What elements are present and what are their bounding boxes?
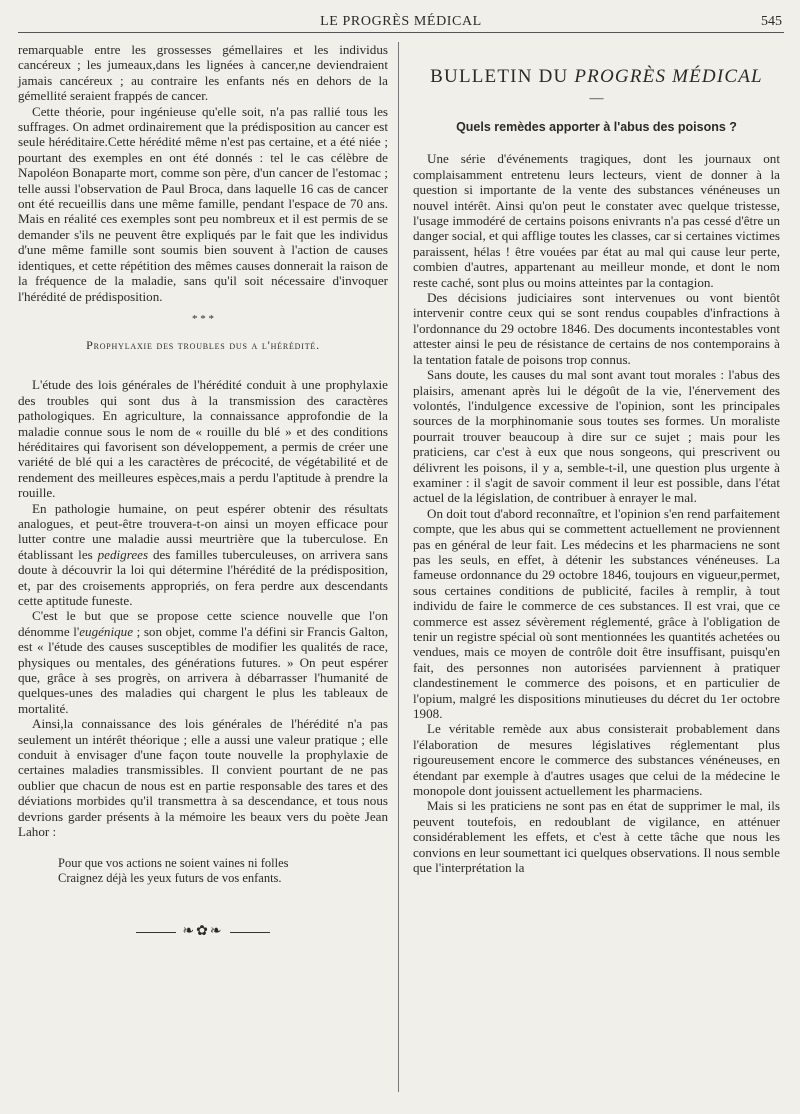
- poem-quote: [58, 856, 388, 887]
- paragraph: Des décisions judiciaires sont intervenues ou vont bientôt intervenir contre ceux qui se sont rendus coupables d'infractions à l'ordonnance du 29 octobre 1846. Des documents incontestables vont attester ainsi le peu de résistance de certains de nos contemporains à la tentation fatale de poisons trop connus.: [413, 290, 780, 367]
- paragraph: [18, 501, 388, 609]
- paragraph: [18, 608, 388, 716]
- paragraph: Sans doute, les causes du mal sont avant tout morales : l'abus des plaisirs, amenant après lui le dégoût de la vie, l'énervement des volontés, l'indulgence excessive de l'opinion, sont les principales sources de la morphinomanie sous toutes ses formes. Un moraliste pourrait trouver beaucoup à dire sur ce sujet ; mais pour les praticiens, car c'est à eux que nous songeons, qui prescrivent ou délivrent les poisons, il y a, semble-t-il, une question plus urgente à examiner : il s'agit de savoir comment il leur est possible, dans l'état actuel de la législation, de contribuer à enrayer le mal.: [413, 367, 780, 506]
- column-divider: [398, 42, 399, 1092]
- paragraph: On doit tout d'abord reconnaître, et l'opinion s'en rend parfaitement compte, que les abus qui se commettent actuellement ne proviennent pas en général de leur fait. Les médecins et les pharmaciens ne sont pas les seuls, en effet, à détenir les substances vénéneuses. La fameuse ordonnance du 29 octobre 1846, toujours en vigueur,permet, sous certaines conditions de publicité, faciles à remplir, à tout individu de faire le commerce de ces substances. Il est vrai, que ce commerce est assez sévèrement réglementé, grâce à l'obligation de tenir un registre spécial où sont mentionnées les quantités achetées ou vendues, mais ce moyen de contrôle doit être insuffisant, puisqu'en fait, des personnes non autorisées parviennent à pratiquer clandestinement le commerce des poisons, et en particulier de l'opium, malgré les dispositions minutieuses du décret du 1er octobre 1908.: [413, 505, 780, 722]
- paragraph: Le véritable remède aux abus consisterait probablement dans l'élaboration de mesures législatives réglementant plus rigoureusement encore le commerce des substances vénéneuses, en étendant par exemple à d'autres usages que celui de la médecine le monopole dont jouissent actuellement les pharmaciens.: [413, 721, 780, 799]
- bulletin-title-italic: PROGRÈS MÉDICAL: [574, 66, 763, 87]
- article-title: Quels remèdes apporter à l'abus des poisons ?: [456, 120, 737, 134]
- ornament-rule: [230, 932, 270, 933]
- paragraph: Une série d'événements tragiques, dont les journaux ont complaisamment entretenu leurs lecteurs, vient de donner à la question si importante de la vente des substances vénéneuses un nouvel intérêt. Ainsi qu'on peut le constater avec quelque tristesse, l'usage immodéré de certains poisons enivrants n'a pas cessé d'être un danger social, et qui afflige toutes les classes, car si certaines victimes paraissent, hélas ! être vouées par état au mal qui cause leur perte, combien d'autres, appartenant au meilleur monde, et dont le nom reste caché, sont plus ou moins atteintes par la contagion.: [413, 151, 780, 290]
- paragraph: Cette théorie, pour ingénieuse qu'elle soit, n'a pas rallié tous les suffrages. On admet ordinairement que la prédisposition au cancer est seule héréditaire.Cette hérédité même n'est pas certaine, et a été niée ; pourtant des exemples en ont été donnés : tel le cas célèbre de Napoléon Bonaparte mort, comme son père, d'un cancer de l'estomac ; telle aussi l'observation de Paul Broca, dans laquelle 16 cas de cancer ont été recueillis dans une même famille, pendant l'espace de 70 ans. Mais en réalité ces exemples sont peu nombreux et il est permis de se demander s'ils ne peuvent être expliqués par le fait que les individus d'une même famille sont soumis bien souvent à l'action de causes identiques, et cette répétition des mêmes causes donnerait la raison de la fréquence de la maladie, sans qu'il soit nécessaire d'invoquer l'hérédité de prédisposition.: [18, 103, 388, 304]
- paragraph: L'étude des lois générales de l'hérédité conduit à une prophylaxie des troubles qui sont dus à la transmission des caractères pathologiques. En agriculture, la connaissance approfondie de la maladie connue sous le nom de « rouille du blé » et des conditions héréditaires qui favorisent son développement, a permis de créer une variété de blé qui a les caractères de précocité, de végétabilité et de rendement des meilleures espèces,mais a perdu l'aptitude à prendre la rouille.: [18, 377, 388, 501]
- section-heading: Prophylaxie des troubles dus a l'hérédité.: [86, 337, 320, 352]
- paragraph-text: En pathologie humaine, on peut espérer obtenir des résultats analogues, et peut-être trouvera-t-on ainsi un moyen efficace pour lutter contre une maladie aussi meurtrière que la tuberculose. En établissant les: [18, 500, 388, 562]
- ornament-glyph: ❧✿❧: [182, 924, 224, 940]
- paragraph: Ainsi,la connaissance des lois générales de l'hérédité n'a pas seulement un intérêt théorique ; elle a aussi une valeur pratique ; elle conduit à envisager d'une façon toute nouvelle la prophylaxie de certaines maladies transmissibles. Il convient pourtant de ne pas oublier que chacun de nous est en partie responsable des tares et des déviations morbides qu'il transmettra à sa descendance, et tous nous devrions garder présents à la mémoire les beaux vers du poète Jean Lahor :: [18, 716, 388, 840]
- poem-line: Craignez déjà les yeux futurs de vos enfants.: [58, 870, 282, 885]
- end-ornament: [18, 924, 388, 939]
- emphasis-pedigrees: pedigrees: [97, 546, 149, 562]
- paragraph: Mais si les praticiens ne sont pas en état de supprimer le mal, ils peuvent toutefois, en redoublant de vigilance, en atténuer considérablement les effets, et c'est à cette tâche que nous les convions en leur soumettant ici quelques observations. Il nous semble que l'interprétation la: [413, 798, 780, 876]
- journal-title: LE PROGRÈS MÉDICAL: [320, 14, 482, 29]
- poem-line: Pour que vos actions ne soient vaines ni folles: [58, 855, 289, 870]
- emphasis-eugenique: eugénique: [79, 623, 134, 639]
- paragraph-text: C'est le but que se propose cette science nouvelle que l'on dénomme l': [18, 608, 388, 639]
- paragraph: remarquable entre les grossesses gémellaires et les individus cancéreux ; les jumeaux,dans les lignées à cancer,ne deviendraient jamais cancéreux ; au contraire les enfants nés en dehors de la gémellité seraient frappés de cancer.: [18, 42, 388, 104]
- page-number: 545: [761, 14, 782, 29]
- bulletin-title-plain: BULLETIN DU: [430, 66, 575, 87]
- paragraph-text: des familles tuberculeuses, on arrivera sans doute à découvrir la loi qui détermine l'hérédité de la prédisposition, et, par des croisements appropriés, on fera perdre aux descendants cette aptitude funeste.: [18, 546, 388, 608]
- ornament-rule: [136, 932, 176, 933]
- paragraph-text: ; son objet, comme l'a défini sir Francis Galton, est « l'étude des causes susceptibles de modifier les qualités de race, physiques ou mentales, des générations futures. » On peut espérer que, grâce à ses progrès, on arrivera à débarrasser l'humanité de quelques-unes des maladies qui chargent le plus les tableaux de mortalité.: [18, 623, 388, 716]
- bulletin-title: [413, 66, 780, 88]
- section-separator-stars: * * *: [192, 312, 214, 325]
- right-column: [413, 58, 780, 876]
- left-column: [18, 42, 388, 940]
- title-dash: —: [589, 91, 604, 106]
- running-header: [18, 14, 784, 33]
